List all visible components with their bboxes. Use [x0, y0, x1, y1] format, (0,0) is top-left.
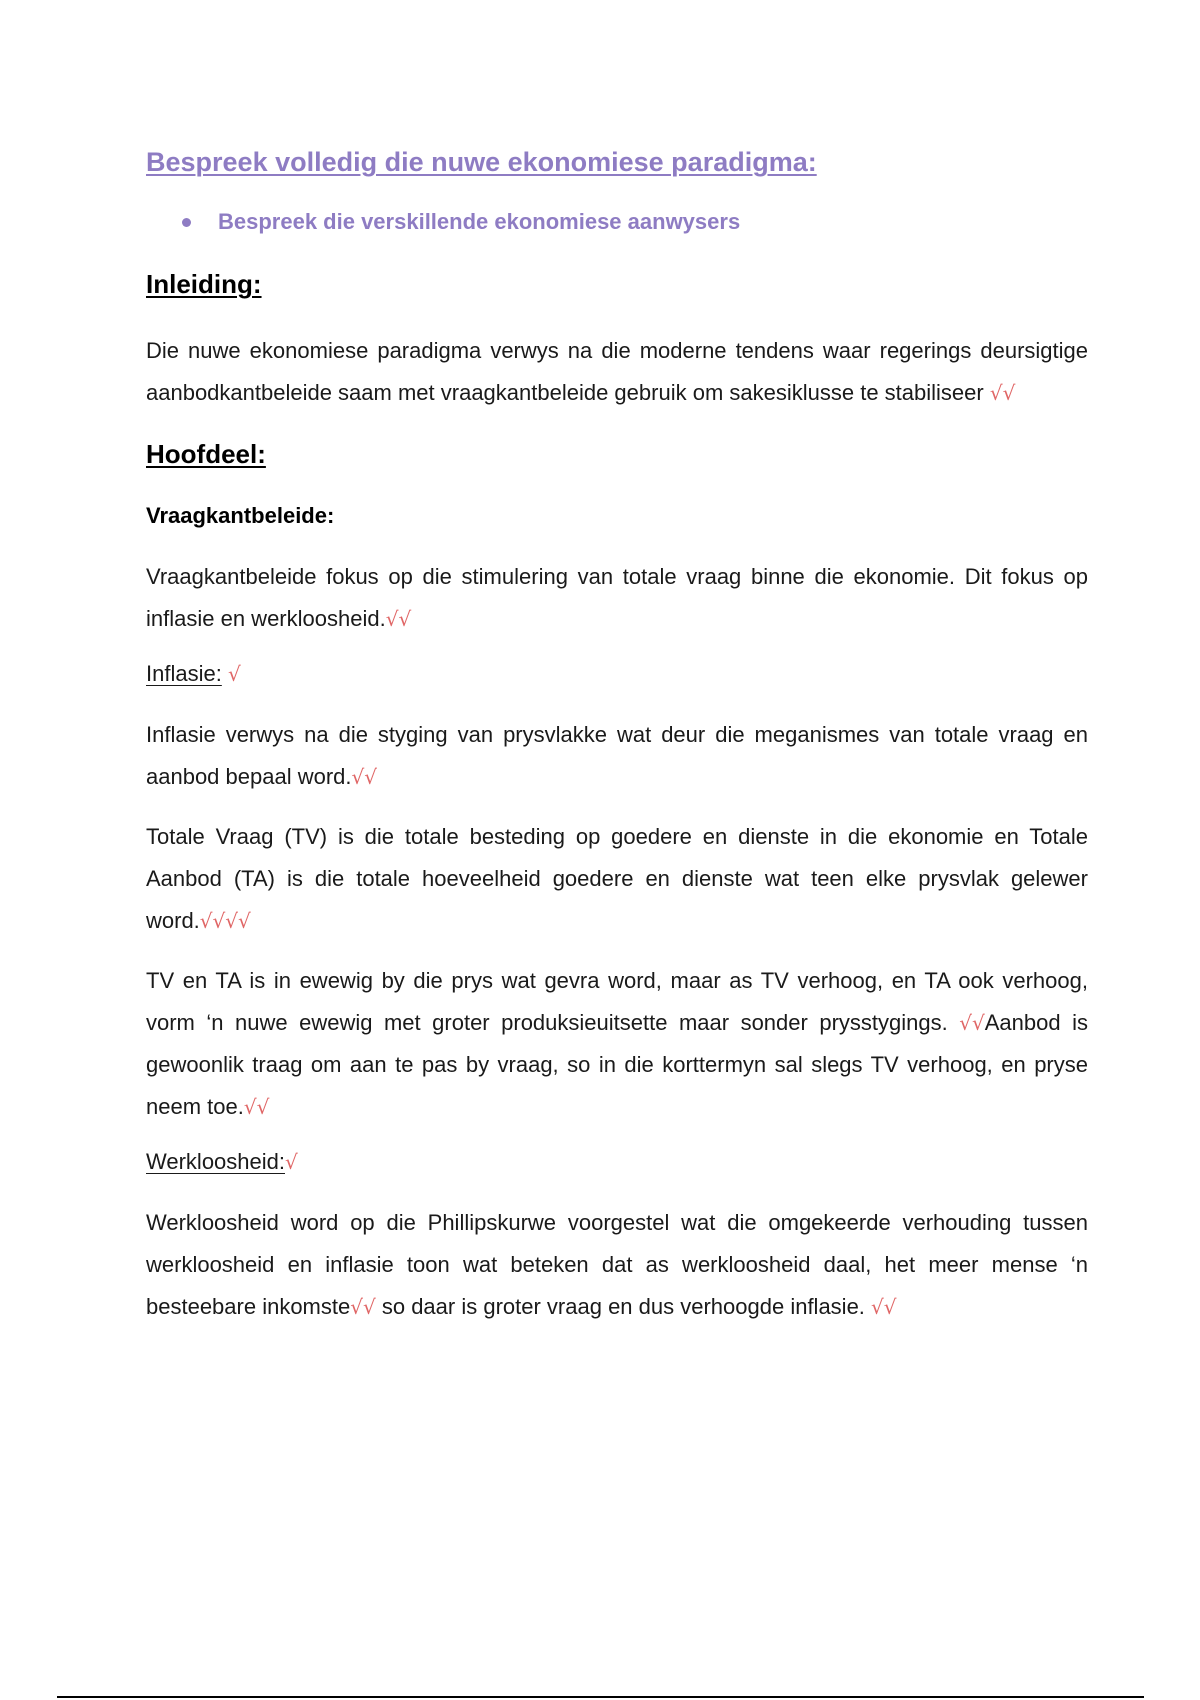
inflasie-p2-text: Totale Vraag (TV) is die totale besteding op goedere en dienste in die ekonomie en Totale Aanbod (TA) is die totale hoeveelheid goedere en dienste wat teen elke prysvlak gelewer word. [146, 824, 1088, 933]
check-marks-icon: √√√√ [199, 909, 251, 933]
inflasie-paragraph-1 [146, 714, 1088, 798]
werkloosheid-topic [146, 1146, 1088, 1178]
check-marks-icon: √√ [959, 1011, 985, 1035]
vraagkant-text: Vraagkantbeleide fokus op die stimulering van totale vraag binne die ekonomie. Dit fokus op inflasie en werkloosheid. [146, 564, 1088, 631]
inflasie-paragraph-3 [146, 960, 1088, 1128]
inflasie-p3-text-b: Aanbod is gewoonlik traag om aan te pas by vraag, so in die korttermyn sal slegs TV verhoog, en pryse neem toe. [146, 1010, 1088, 1119]
question-bullet-item [218, 206, 1088, 238]
check-marks-icon: √√ [350, 1295, 376, 1319]
document-content [146, 142, 1088, 1328]
question-bullet-text: Bespreek die verskillende ekonomiese aanwysers [218, 209, 741, 234]
bullet-dot-icon [182, 218, 191, 227]
check-marks-icon: √√ [989, 381, 1016, 405]
inflasie-p1-text: Inflasie verwys na die styging van prysvlakke wat deur die meganismes van totale vraag en aanbod bepaal word. [146, 722, 1088, 789]
inflasie-label: Inflasie: [146, 661, 222, 686]
werkloosheid-label: Werkloosheid: [146, 1149, 285, 1174]
check-mark-icon: √ [285, 1150, 298, 1174]
inleiding-paragraph [146, 330, 1088, 414]
question-title: Bespreek volledig die nuwe ekonomiese paradigma: [146, 147, 817, 177]
footer-divider [57, 1696, 1144, 1698]
hoofdeel-heading: Hoofdeel: [146, 439, 266, 469]
werkloosheid-p1-text-b: so daar is groter vraag en dus verhoogde inflasie. [375, 1294, 872, 1319]
inflasie-p3-text-a: TV en TA is in ewewig by die prys wat gevra word, maar as TV verhoog, en TA ook verhoog, vorm ‘n nuwe ewewig met groter produksieuitsette maar sonder prysstygings. [146, 968, 1088, 1035]
check-mark-icon: √ [227, 662, 241, 686]
inleiding-heading: Inleiding: [146, 269, 262, 299]
check-marks-icon: √√ [351, 765, 377, 789]
inflasie-paragraph-2 [146, 816, 1088, 942]
vraagkantbeleide-heading: Vraagkantbeleide: [146, 503, 335, 528]
inflasie-topic [146, 658, 1088, 690]
vraagkant-paragraph [146, 556, 1088, 640]
inleiding-text: Die nuwe ekonomiese paradigma verwys na die moderne tendens waar regerings deursigtige aanbodkantbeleide saam met vraagkantbeleide gebruik om sakesiklusse te stabiliseer [146, 338, 1088, 405]
werkloosheid-paragraph [146, 1202, 1088, 1328]
check-marks-icon: √√ [243, 1095, 270, 1119]
check-marks-icon: √√ [871, 1295, 897, 1319]
werkloosheid-p1-text-a: Werkloosheid word op die Phillipskurwe voorgestel wat die omgekeerde verhouding tussen werkloosheid en inflasie toon wat beteken dat as werkloosheid daal, het meer mense ‘n besteebare inkomste [146, 1210, 1088, 1319]
question-bullet-list [146, 206, 1088, 238]
check-marks-icon: √√ [385, 607, 412, 631]
